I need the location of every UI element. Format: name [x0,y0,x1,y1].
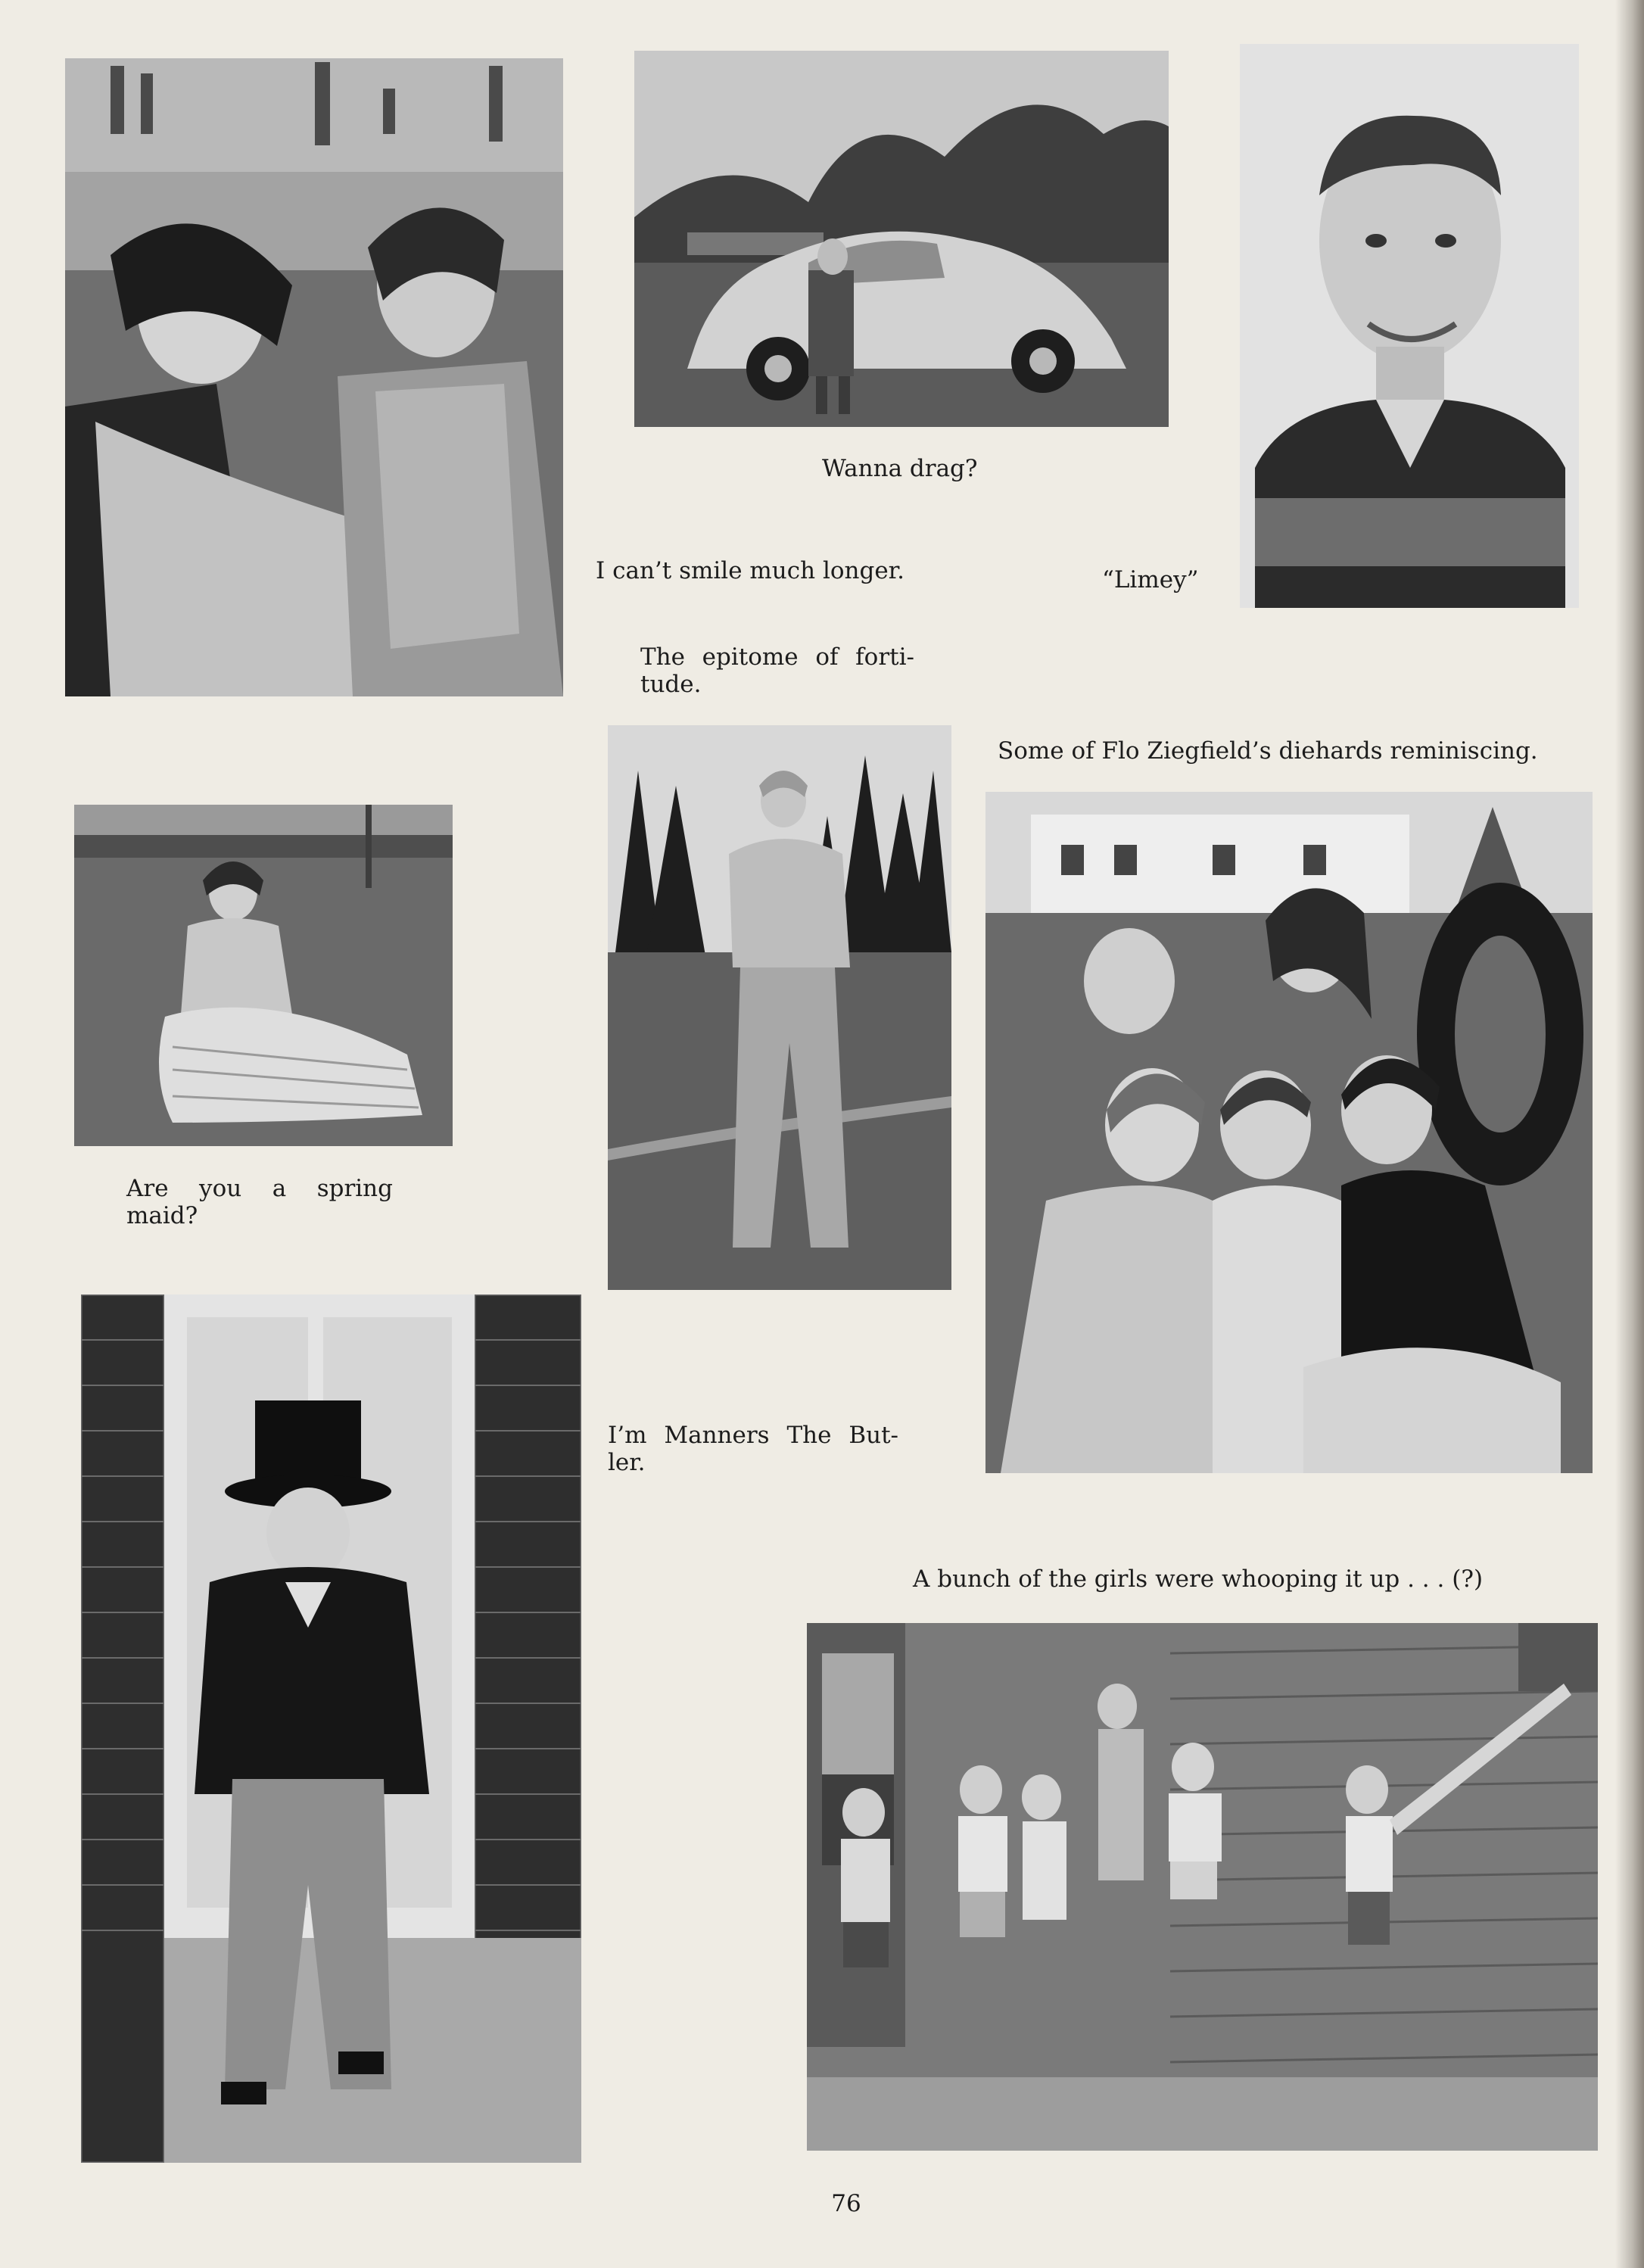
caption-wanna-drag: Wanna drag? [822,455,978,482]
caption-cant-smile: I can’t smile much longer. [596,557,905,584]
caption-limey: “Limey” [1102,566,1199,593]
page-number: 76 [831,2190,861,2217]
caption-flo-ziegfield: Some of Flo Ziegfield’s diehards reminiscing. [998,737,1538,765]
photo-girl-in-ruffled-dress [74,805,453,1146]
photo-girls-at-pool [65,58,563,696]
caption-spring-maid: Are you a spring maid? [126,1175,393,1229]
photo-girls-group-swimsuits [985,792,1593,1473]
photo-girls-at-cabin [807,1623,1598,2151]
caption-epitome: The epitome of forti- tude. [640,643,914,698]
photo-man-with-car [634,51,1169,427]
photo-boy-portrait [1240,44,1579,608]
photo-boy-by-trees [608,725,951,1290]
photo-boy-in-top-hat [81,1294,581,2163]
book-spine-shadow [1615,0,1644,2268]
caption-manners-butler: I’m Manners The But- ler. [608,1422,898,1476]
caption-whooping: A bunch of the girls were whooping it up . . . (?) [913,1565,1484,1593]
